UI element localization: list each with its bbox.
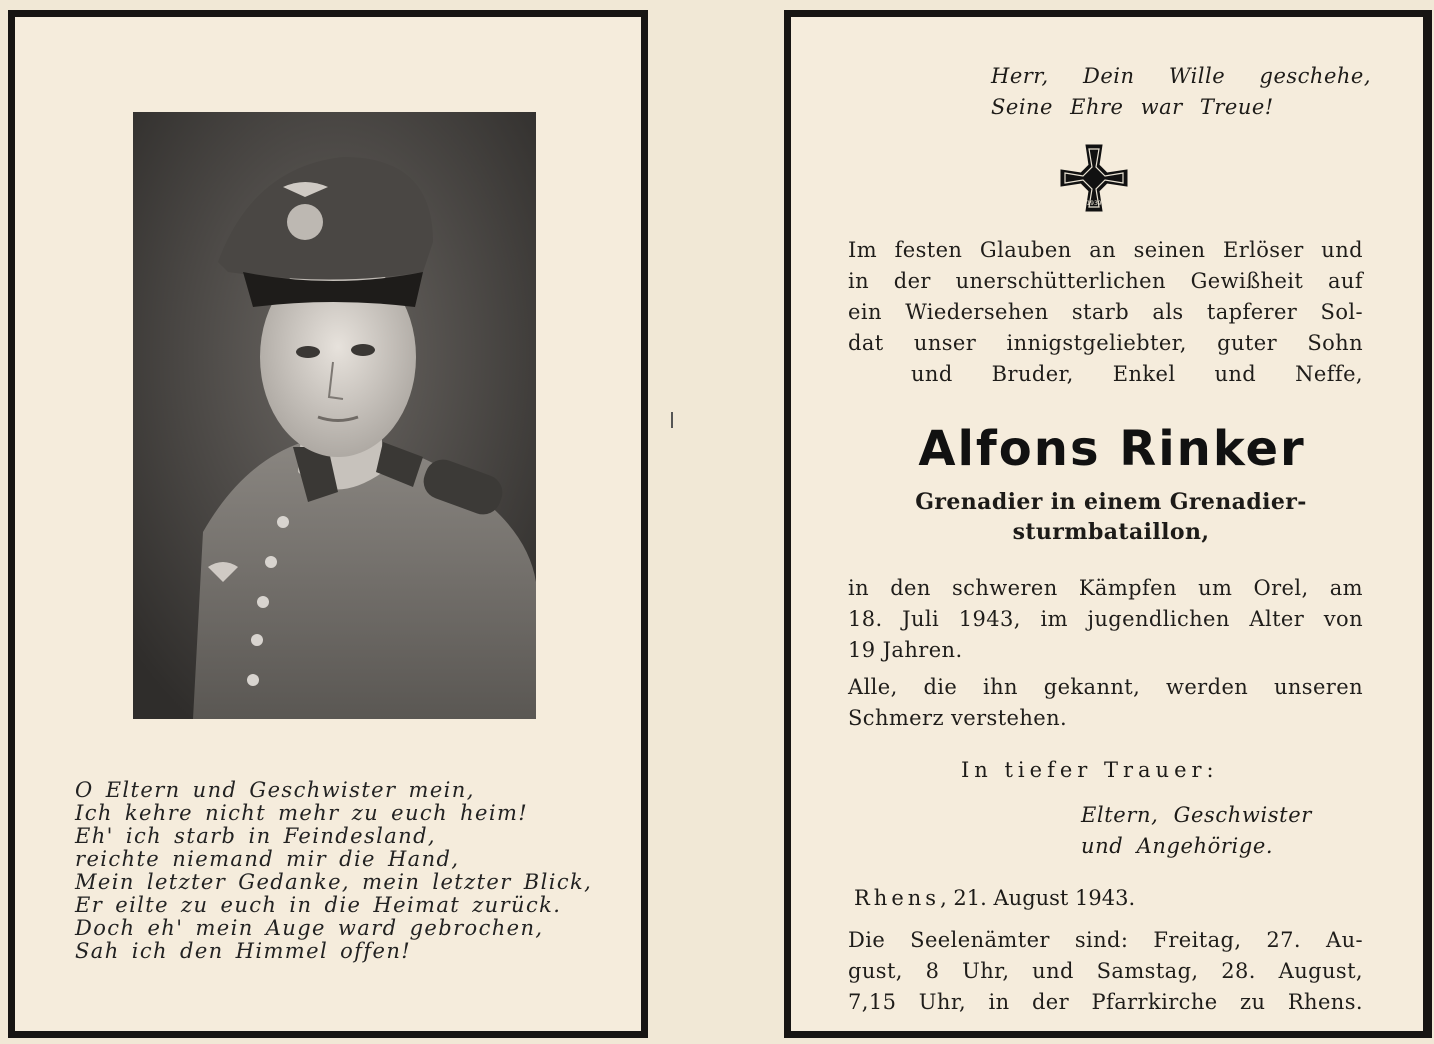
- right-card: [784, 10, 1432, 1038]
- notice-date: , 21. August 1943.: [940, 886, 1136, 910]
- intro-line: ein Wiedersehen starb als tapferer Sol-: [848, 300, 1363, 324]
- mass-line: 7,15 Uhr, in der Pfarrkirche zu Rhens.: [848, 990, 1363, 1014]
- sympathy-line: Alle, die ihn gekannt, werden unseren: [848, 675, 1363, 699]
- poem-line: O Eltern und Geschwister mein,: [75, 778, 475, 802]
- fold-mark: [671, 412, 673, 428]
- death-line: 18. Juli 1943, im jugendlichen Alter von: [848, 607, 1363, 631]
- cross-year: 1939: [1086, 200, 1102, 207]
- poem-line: reichte niemand mir die Hand,: [75, 847, 460, 871]
- poem-line: Mein letzter Gedanke, mein letzter Blick,: [75, 870, 593, 894]
- mourning-heading: In tiefer Trauer:: [961, 758, 1219, 782]
- mass-line: gust, 8 Uhr, und Samstag, 28. August,: [848, 959, 1363, 983]
- death-line: in den schweren Kämpfen um Orel, am: [848, 576, 1363, 600]
- mass-line: Die Seelenämter sind: Freitag, 27. Au-: [848, 928, 1363, 952]
- sympathy-paragraph: [848, 672, 1363, 734]
- place-name: Rhens: [854, 886, 941, 910]
- soldier-portrait-photo: [133, 112, 536, 719]
- mourners-line: und Angehörige.: [1081, 834, 1274, 858]
- place-date: [854, 883, 1254, 913]
- intro-paragraph: [848, 235, 1363, 390]
- poem-line: Doch eh' mein Auge ward gebrochen,: [75, 916, 544, 940]
- intro-line: Im festen Glauben an seinen Erlöser und: [848, 238, 1363, 262]
- rank-line: Grenadier in einem Grenadier-: [915, 489, 1307, 515]
- motto: [991, 61, 1371, 123]
- left-card: [8, 10, 648, 1038]
- mourners-line: Eltern, Geschwister: [1081, 803, 1312, 827]
- intro-line: dat unser innigstgeliebter, guter Sohn: [848, 331, 1363, 355]
- sympathy-line: Schmerz verstehen.: [848, 706, 1068, 730]
- farewell-poem: [75, 779, 605, 963]
- poem-line: Ich kehre nicht mehr zu euch heim!: [75, 801, 529, 825]
- military-rank: [871, 487, 1351, 547]
- poem-line: Sah ich den Himmel offen!: [75, 939, 412, 963]
- poem-line: Er eilte zu euch in die Heimat zurück.: [75, 893, 562, 917]
- iron-cross-icon: [1059, 143, 1129, 213]
- rank-line: sturmbataillon,: [1012, 519, 1210, 545]
- intro-line: und Bruder, Enkel und Neffe,: [911, 362, 1363, 386]
- poem-line: Eh' ich starb in Feindesland,: [75, 824, 437, 848]
- deceased-name: Alfons Rinker: [918, 421, 1306, 477]
- death-line: 19 Jahren.: [848, 638, 963, 662]
- motto-line: Herr, Dein Wille geschehe,: [991, 64, 1371, 88]
- mass-schedule: [848, 925, 1363, 1018]
- mourners: [1081, 800, 1331, 862]
- intro-line: in der unerschütterlichen Gewißheit auf: [848, 269, 1363, 293]
- death-paragraph: [848, 573, 1363, 666]
- motto-line: Seine Ehre war Treue!: [991, 95, 1274, 119]
